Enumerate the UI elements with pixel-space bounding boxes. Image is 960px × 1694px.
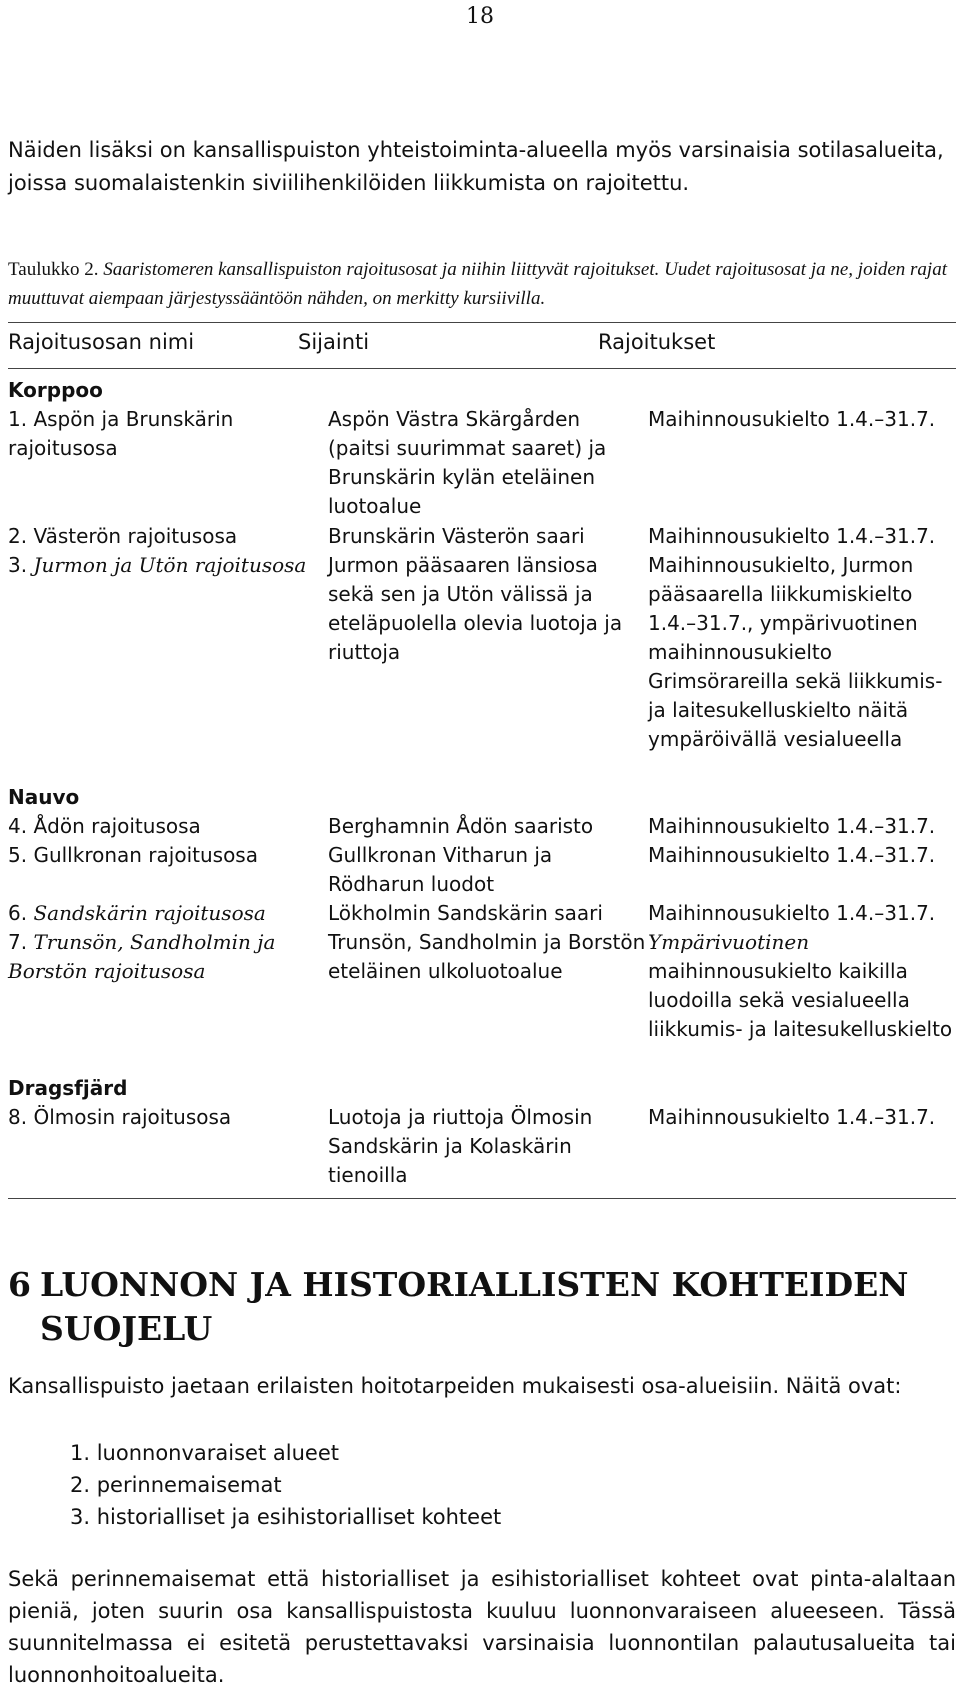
list-item: 2. perinnemaisemat	[70, 1473, 282, 1497]
body-paragraph: Sekä perinnemaisemat että historialliset ja esihistorialliset kohteet ovat pinta-alaltaan pieniä, joten suurin osa kansallispuistosta kuuluu luonnonvaraiseen alueeseen. Tässä suunnitelmassa ei esitetä perustettavaksi varsinaisia luonnontilan palautusalueita tai luonnonhoitoalueita.	[8, 1567, 956, 1687]
restriction-rules	[648, 928, 956, 1044]
restriction-name	[8, 841, 328, 870]
row-name: Ölmosin rajoitusosa	[33, 1105, 232, 1129]
row-number: 1.	[8, 407, 34, 431]
row-number: 4.	[8, 814, 34, 838]
row-name: Trunsön, Sandholmin ja Borstön rajoitusosa	[8, 930, 276, 983]
restriction-location: Brunskärin Västerön saari	[328, 524, 585, 548]
table-top-rule	[8, 322, 956, 323]
section-heading	[8, 1263, 956, 1351]
restriction-rules: Maihinnousukielto 1.4.–31.7.	[648, 524, 936, 548]
row-number: 5.	[8, 843, 34, 867]
restriction-name	[8, 928, 328, 986]
intro-paragraph: Näiden lisäksi on kansallispuiston yhteistoiminta-alueella myös varsinaisia sotilasalueita, joissa suomalaistenkin siviilihenkilöiden liikkumista on rajoitettu.	[8, 138, 944, 195]
row-name: Sandskärin rajoitusosa	[33, 901, 266, 925]
area-list	[70, 1437, 501, 1533]
restriction-location: Luotoja ja riuttoja Ölmosin Sandskärin ja Kolaskärin tienoilla	[328, 1105, 593, 1187]
body-paragraph: Kansallispuisto jaetaan erilaisten hoitotarpeiden mukaisesti osa-alueisiin. Näitä ovat:	[8, 1374, 902, 1398]
restriction-rules: Maihinnousukielto, Jurmon pääsaarella liikkumiskielto 1.4.–31.7., ympärivuotinen maihinnousukielto Grimsörareilla sekä liikkumis- ja laitesukelluskielto näitä ympäröivällä vesialueella	[648, 553, 943, 751]
restriction-rules: Maihinnousukielto 1.4.–31.7.	[648, 407, 936, 431]
restriction-location: Aspön Västra Skärgården (paitsi suurimmat saaret) ja Brunskärin kylän eteläinen luotoalue	[328, 407, 607, 518]
restriction-name	[8, 812, 328, 841]
group-heading-dragsfjard: Dragsfjärd	[8, 1076, 128, 1100]
row-name: Ådön rajoitusosa	[33, 814, 201, 838]
section-title-line2: SUOJELU	[40, 1309, 213, 1348]
list-item: 3. historialliset ja esihistorialliset kohteet	[70, 1505, 502, 1529]
restriction-emphasis: Ympärivuotinen	[648, 930, 810, 954]
restriction-rules: Maihinnousukielto 1.4.–31.7.	[648, 901, 936, 925]
table-caption	[8, 255, 956, 313]
row-name: Västerön rajoitusosa	[33, 524, 238, 548]
restriction-name	[8, 405, 328, 463]
row-name: Aspön ja Brunskärin rajoitusosa	[8, 407, 234, 460]
row-number: 6.	[8, 901, 34, 925]
restriction-name	[8, 522, 328, 551]
group-heading-korppoo: Korppoo	[8, 378, 103, 402]
header-location: Sijainti	[298, 330, 370, 354]
table-bottom-rule	[8, 1198, 956, 1199]
restriction-location: Lökholmin Sandskärin saari	[328, 901, 603, 925]
restriction-rest: maihinnousukielto kaikilla luodoilla sekä vesialueella liikkumis- ja laitesukelluskielto	[648, 959, 953, 1041]
row-name: Gullkronan rajoitusosa	[33, 843, 258, 867]
caption-text: Saaristomeren kansallispuiston rajoitusosat ja niihin liittyvät rajoitukset. Uudet rajoitusosat ja ne, joiden rajat muuttuvat aiempaan järjestyssääntöön nähden, on merkitty kursiivilla.	[8, 259, 947, 309]
table-header-rule	[8, 368, 956, 369]
restriction-location: Gullkronan Vitharun ja Rödharun luodot	[328, 843, 553, 896]
restriction-name	[8, 551, 328, 580]
restriction-rules: Maihinnousukielto 1.4.–31.7.	[648, 1105, 936, 1129]
header-restrictions: Rajoitukset	[598, 330, 716, 354]
row-number: 7.	[8, 930, 34, 954]
section-number: 6	[8, 1265, 31, 1304]
restriction-location: Berghamnin Ådön saaristo	[328, 814, 594, 838]
list-item: 1. luonnonvaraiset alueet	[70, 1441, 339, 1465]
page-number: 18	[466, 4, 494, 29]
restriction-rules: Maihinnousukielto 1.4.–31.7.	[648, 814, 936, 838]
row-name: Jurmon ja Utön rajoitusosa	[33, 553, 307, 577]
restriction-name	[8, 1103, 328, 1132]
group-heading-nauvo: Nauvo	[8, 785, 80, 809]
restriction-location: Trunsön, Sandholmin ja Borstön eteläinen ulkoluotoalue	[328, 930, 646, 983]
restriction-rules: Maihinnousukielto 1.4.–31.7.	[648, 843, 936, 867]
header-name: Rajoitusosan nimi	[8, 330, 195, 354]
row-number: 3.	[8, 553, 34, 577]
restriction-name	[8, 899, 328, 928]
row-number: 2.	[8, 524, 34, 548]
row-number: 8.	[8, 1105, 34, 1129]
section-title-line1: LUONNON JA HISTORIALLISTEN KOHTEIDEN	[40, 1265, 909, 1304]
caption-lead: Taulukko 2.	[8, 259, 104, 280]
restriction-location: Jurmon pääsaaren länsiosa sekä sen ja Utön välissä ja eteläpuolella olevia luotoja ja riuttoja	[328, 553, 623, 664]
